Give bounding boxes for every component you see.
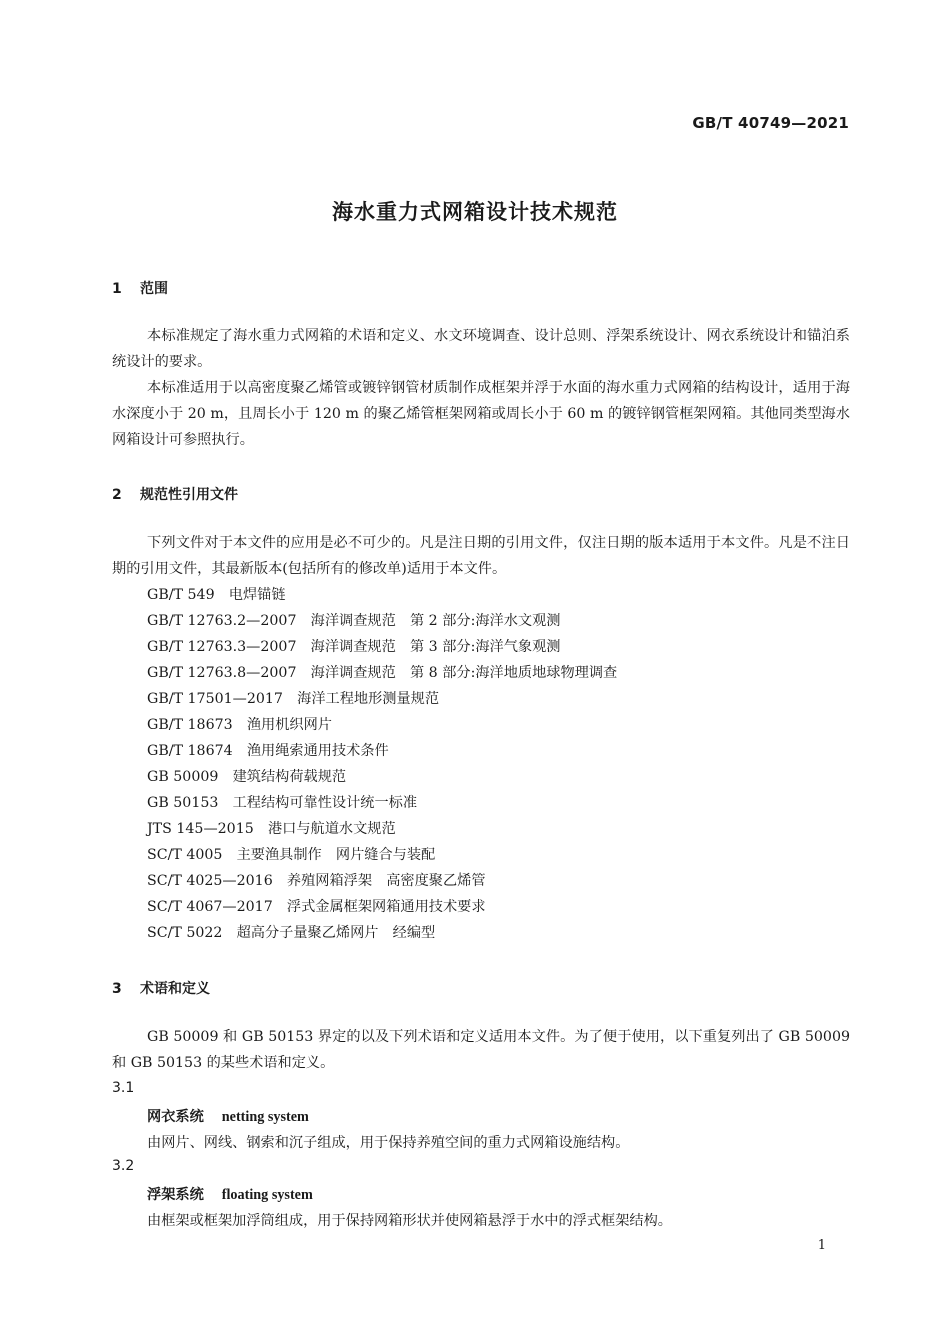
term-english: netting system [221,1109,309,1125]
terms-intro: GB 50009 和 GB 50153 界定的以及下列术语和定义适用本文件。为了便于使用，以下重复列出了 GB 50009 和 GB 50153 的某些术语和定义。 [112,1029,850,1071]
normative-references-intro: 下列文件对于本文件的应用是必不可少的。凡是注日期的引用文件，仅注日期的版本适用于本文件。凡是不注日期的引用文件，其最新版本(包括所有的修改单)适用于本文件。 [112,535,850,577]
reference-item: GB/T 12763.2—2007 海洋调查规范 第 2 部分:海洋水文观测 [147,613,561,629]
term-chinese: 浮架系统 [147,1187,204,1203]
section-title: 术语和定义 [140,981,210,997]
scope-paragraph-1: 本标准规定了海水重力式网箱的术语和定义、水文环境调查、设计总则、浮架系统设计、网衣系统设计和锚泊系统设计的要求。 [112,328,850,370]
term-entry [147,1106,309,1126]
reference-item: SC/T 4067—2017 浮式金属框架网箱通用技术要求 [147,899,486,915]
page-number: 1 [817,1238,826,1253]
reference-item: SC/T 4025—2016 养殖网箱浮架 高密度聚乙烯管 [147,873,486,889]
reference-item: SC/T 5022 超高分子量聚乙烯网片 经编型 [147,925,436,941]
section-number: 2 [112,487,122,503]
section-number: 1 [112,281,122,297]
reference-item: GB/T 18673 渔用机织网片 [147,717,332,733]
reference-item: GB/T 17501—2017 海洋工程地形测量规范 [147,691,440,707]
reference-item: SC/T 4005 主要渔具制作 网片缝合与装配 [147,847,436,863]
reference-item: GB 50153 工程结构可靠性设计统一标准 [147,795,418,811]
section-title: 范围 [140,281,168,297]
reference-item: GB/T 12763.3—2007 海洋调查规范 第 3 部分:海洋气象观测 [147,639,561,655]
scope-paragraph-2: 本标准适用于以高密度聚乙烯管或镀锌钢管材质制作成框架并浮于水面的海水重力式网箱的结构设计，适用于海水深度小于 20 m，且周长小于 120 m 的聚乙烯管框架网箱或周长小于 60 m 的镀锌钢管框架网箱。其他同类型海水网箱设计可参照执行。 [112,380,850,448]
reference-item: GB/T 18674 渔用绳索通用技术条件 [147,743,389,759]
term-number: 3.1 [112,1080,135,1096]
term-english: floating system [221,1187,313,1203]
section-title: 规范性引用文件 [140,487,238,503]
reference-item: JTS 145—2015 港口与航道水文规范 [147,821,396,837]
term-number: 3.2 [112,1158,135,1174]
term-definition: 由框架或框架加浮筒组成，用于保持网箱形状并使网箱悬浮于水中的浮式框架结构。 [147,1213,672,1229]
reference-item: GB/T 549 电焊锚链 [147,587,286,603]
document-title: 海水重力式网箱设计技术规范 [332,200,618,224]
term-chinese: 网衣系统 [147,1109,204,1125]
term-entry [147,1184,313,1204]
term-definition: 由网片、网线、钢索和沉子组成，用于保持养殖空间的重力式网箱设施结构。 [147,1135,630,1151]
section-2-heading [112,484,238,504]
section-3-heading [112,978,210,998]
section-number: 3 [112,981,122,997]
section-1-heading [112,278,168,298]
reference-item: GB/T 12763.8—2007 海洋调查规范 第 8 部分:海洋地质地球物理调查 [147,665,618,681]
standard-number: GB/T 40749—2021 [692,114,849,132]
reference-item: GB 50009 建筑结构荷载规范 [147,769,347,785]
